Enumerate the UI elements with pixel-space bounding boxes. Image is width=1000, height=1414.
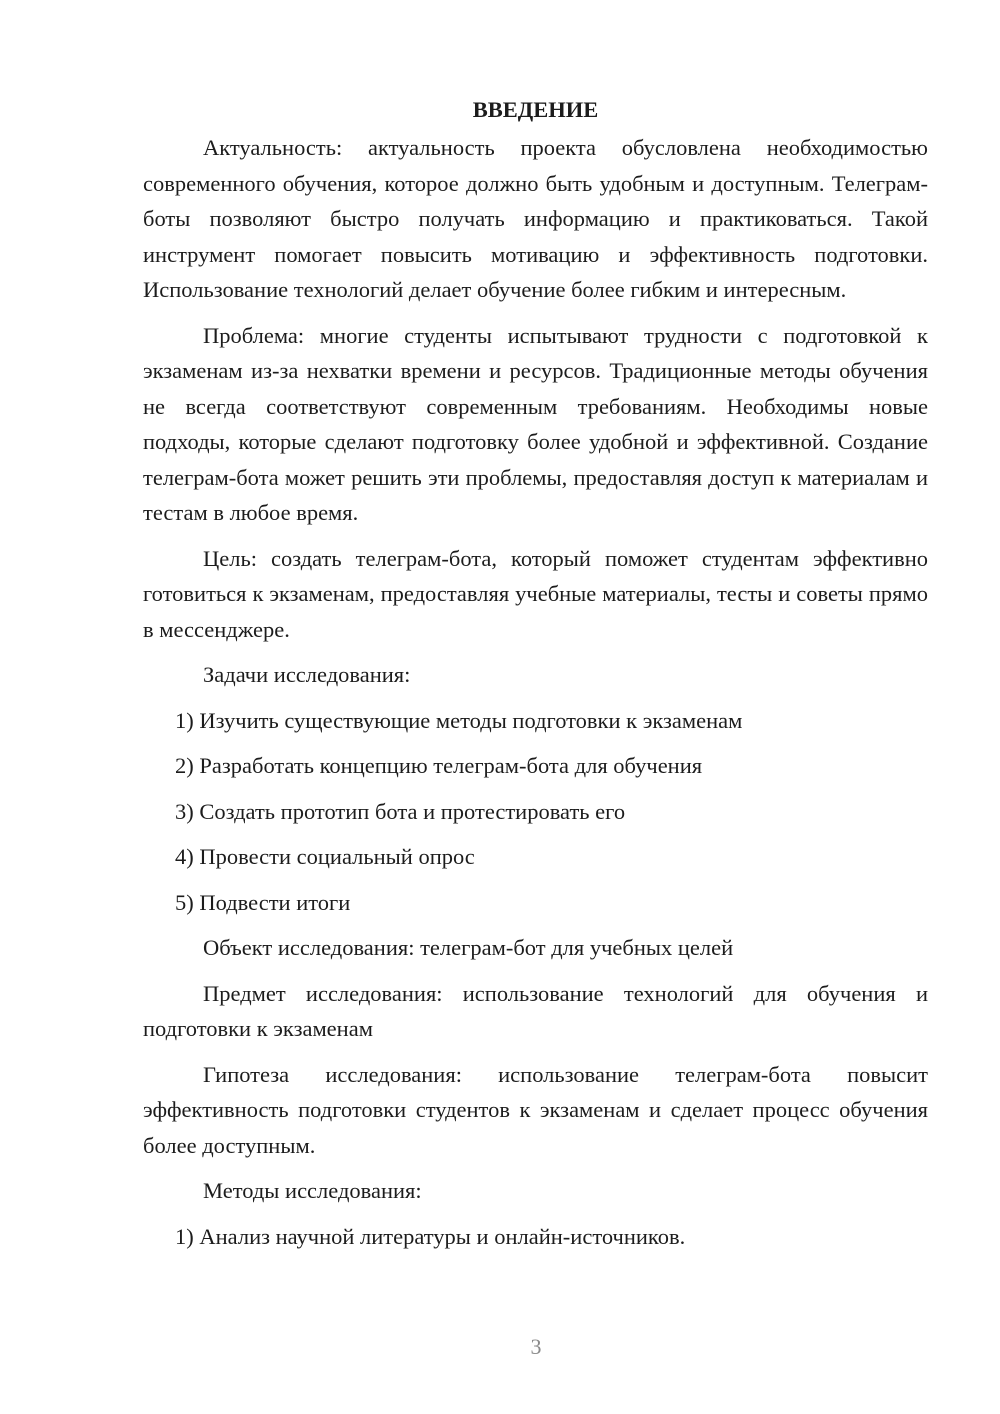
problem-paragraph: Проблема: многие студенты испытывают трудности с подготовкой к экзаменам из-за нехватки времени и ресурсов. Традиционные методы обучения не всегда соответствуют современным требованиям. Необходимы новые подходы, которые сделают подготовку более удобной и эффективной. Создание телеграм-бота может решить эти проблемы, предоставляя доступ к материалам и тестам в любое время.: [143, 322, 928, 525]
page-number: 3: [530, 1334, 542, 1359]
hypothesis-paragraph: Гипотеза исследования: использование телеграм-бота повысит эффективность подготовки студентов к экзаменам и сделает процесс обучения более доступным.: [143, 1061, 928, 1158]
methods-list: [143, 1219, 928, 1255]
tasks-list: [143, 703, 928, 921]
list-item: 5) Подвести итоги: [175, 889, 351, 915]
list-item: 3) Создать прототип бота и протестировать его: [175, 798, 626, 824]
section-title: ВВЕДЕНИЕ: [472, 97, 599, 122]
list-item: 1) Анализ научной литературы и онлайн-источников.: [175, 1223, 686, 1249]
subject-paragraph: Предмет исследования: использование технологий для обучения и подготовки к экзаменам: [143, 980, 928, 1041]
tasks-heading: Задачи исследования:: [203, 662, 411, 687]
list-item: 2) Разработать концепцию телеграм-бота для обучения: [175, 753, 703, 778]
methods-heading: Методы исследования:: [203, 1178, 422, 1203]
relevance-paragraph: Актуальность: актуальность проекта обусловлена необходимостью современного обучения, которое должно быть удобным и доступным. Телеграм-боты позволяют быстро получать информацию и практиковаться. Такой инструмент помогает повысить мотивацию и эффективность подготовки. Использование технологий делает обучение более гибким и интересным.: [143, 135, 928, 302]
list-item: 1) Изучить существующие методы подготовки к экзаменам: [175, 707, 743, 733]
goal-paragraph: Цель: создать телеграм-бота, который поможет студентам эффективно готовиться к экзаменам, предоставляя учебные материалы, тесты и советы прямо в мессенджере.: [143, 545, 928, 642]
list-item: 4) Провести социальный опрос: [175, 844, 475, 869]
object-line: Объект исследования: телеграм-бот для учебных целей: [203, 935, 734, 960]
document-page: [143, 92, 928, 1264]
